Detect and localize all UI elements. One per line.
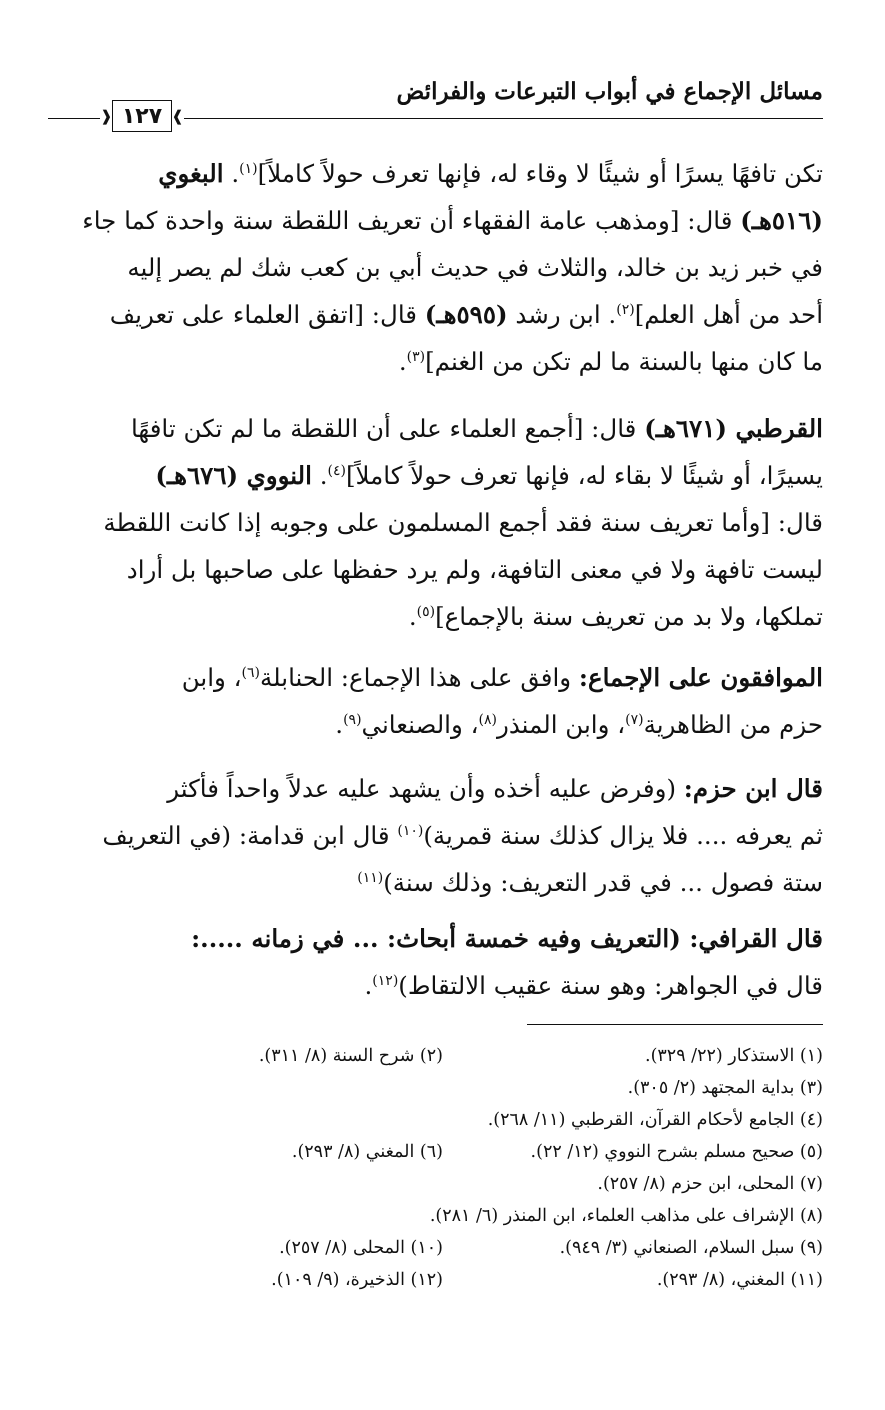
page-number: ١٢٧: [121, 103, 163, 129]
text-run: ما كان منها بالسنة ما لم تكن من الغنم]: [425, 347, 823, 376]
footnote: (٢) شرح السنة (٨/ ٣١١).: [258, 1046, 443, 1066]
scholar-name: البغوي: [158, 159, 224, 188]
text-run: قال ابن قدامة: (في التعريف: [102, 821, 398, 850]
scholar-name: النووي (٦٧٦هـ): [155, 461, 312, 490]
text-line: [48, 291, 823, 338]
footnote: (٨) الإشراف على مذاهب العلماء، ابن المنذر (٦/ ٢٨١).: [429, 1206, 823, 1226]
text-line: [48, 499, 823, 546]
text-line: [48, 812, 823, 859]
footnote: (١١) المغني، (٨/ ٢٩٣).: [656, 1270, 823, 1290]
footnote-ref: (٣): [406, 348, 426, 365]
text-run: ستة فصول ... في قدر التعريف: وذلك سنة): [383, 868, 823, 897]
text-line: [48, 654, 823, 701]
text-line: [48, 701, 823, 748]
paragraph-ibn-hazm: [48, 765, 823, 906]
footnote: (١) الاستذكار (٢٢/ ٣٢٩).: [645, 1046, 823, 1066]
footnote-row: [48, 1168, 823, 1200]
paragraph-agreeing-scholars: [48, 654, 823, 748]
text-line: [48, 338, 823, 385]
text-run: ، والصنعاني: [361, 710, 479, 739]
text-run: .: [335, 710, 344, 739]
footnote-ref: (٧): [625, 711, 644, 728]
footnote: [48, 1072, 443, 1104]
footnote-separator: [527, 1024, 823, 1025]
footnote-ref: (٩): [343, 711, 362, 728]
text-line: [48, 546, 823, 593]
text-line: [48, 962, 823, 1009]
text-line: [48, 915, 823, 962]
text-line: [48, 452, 823, 499]
footnote-row: [48, 1200, 823, 1232]
footnote-ref: (٦): [241, 664, 260, 681]
page-number-frame: [100, 98, 184, 134]
text-run: ، وابن المنذر: [496, 710, 626, 739]
text-run: حزم من الظاهرية: [643, 710, 823, 739]
text-line: [48, 244, 823, 291]
footnote: [48, 1168, 443, 1200]
footnote-row: [48, 1072, 823, 1104]
left-ornament-icon: ❰: [100, 107, 113, 125]
paragraph-qarafi: [48, 915, 823, 1009]
text-run: . ابن رشد: [507, 300, 617, 329]
footnote-ref: (٢): [616, 301, 635, 318]
text-run: قال في الجواهر: وهو سنة عقيب الالتقاط): [398, 971, 823, 1000]
right-ornament-icon: ❱: [171, 107, 184, 125]
section-label: قال القرافي: (التعريف وفيه خمسة أبحاث: ... في زمانه .....:: [191, 924, 823, 953]
footnote: [48, 1200, 443, 1232]
text-run: .: [364, 971, 373, 1000]
text-run: .: [311, 461, 328, 490]
text-run: .: [223, 159, 240, 188]
text-line: [48, 765, 823, 812]
footnotes: [48, 1040, 823, 1296]
footnote-ref: (٥): [416, 603, 436, 620]
paragraph-baghawi-ibn-rushd: [48, 150, 823, 385]
text-run: ، وابن: [181, 663, 242, 692]
footnote-ref: (١٠): [397, 822, 424, 839]
footnote-row: [48, 1136, 823, 1168]
text-run: في خبر زيد بن خالد، والثلاث في حديث أبي بن كعب شك لم يصر إليه: [127, 253, 823, 282]
footnote: (٥) صحيح مسلم بشرح النووي (١٢/ ٢٢).: [530, 1142, 823, 1162]
scholar-name: القرطبي (٦٧١هـ): [644, 414, 823, 443]
footnote: [48, 1104, 443, 1136]
text-line: [48, 859, 823, 906]
footnote-ref: (٤): [327, 462, 346, 479]
text-line: [48, 197, 823, 244]
paragraph-qurtubi-nawawi: [48, 405, 823, 640]
text-run: يسيرًا، أو شيئًا لا بقاء له، فإنها تعرف حولاً كاملاً]: [346, 461, 823, 490]
scholar-date: (٥٩٥هـ): [424, 300, 508, 329]
footnote-ref: (١١): [357, 869, 384, 886]
footnote: (٩) سبل السلام، الصنعاني (٣/ ٩٤٩).: [559, 1238, 823, 1258]
text-run: تكن تافهًا يسرًا أو شيئًا لا وقاء له، فإنها تعرف حولاً كاملاً]: [257, 159, 823, 188]
footnote: (٦) المغني (٨/ ٢٩٣).: [291, 1142, 443, 1162]
footnote-row: [48, 1040, 823, 1072]
footnote: (١٢) الذخيرة، (٩/ ١٠٩).: [271, 1270, 443, 1290]
footnote: (٣) بداية المجتهد (٢/ ٣٠٥).: [627, 1078, 823, 1098]
text-run: قال: [وأما تعريف سنة فقد أجمع المسلمون على وجوبه إذا كانت اللقطة: [103, 508, 823, 537]
footnote: (٤) الجامع لأحكام القرآن، القرطبي (١١/ ٢٦٨).: [487, 1110, 823, 1130]
footnote-row: [48, 1232, 823, 1264]
text-line: [48, 150, 823, 197]
text-run: قال: [ومذهب عامة الفقهاء أن تعريف اللقطة سنة واحدة كما جاء: [82, 206, 741, 235]
text-run: أحد من أهل العلم]: [634, 300, 823, 329]
section-label: الموافقون على الإجماع:: [578, 663, 823, 692]
scholar-date: (٥١٦هـ): [740, 206, 823, 235]
text-line: [48, 593, 823, 640]
footnote-ref: (١): [239, 160, 258, 177]
text-run: تملكها، ولا بد من تعريف سنة بالإجماع]: [435, 602, 823, 631]
text-line: [48, 405, 823, 452]
text-run: (وفرض عليه أخذه وأن يشهد عليه عدلاً واحداً فأكثر: [167, 774, 684, 803]
text-run: ليست تافهة ولا في معنى التافهة، ولم يرد حفظها على صاحبها بل أراد: [126, 555, 823, 584]
text-run: قال: [أجمع العلماء على أن اللقطة ما لم تكن تافهًا: [130, 414, 645, 443]
text-run: وافق على هذا الإجماع: الحنابلة: [260, 663, 579, 692]
footnote-ref: (١٢): [372, 972, 399, 989]
footnote: (١٠) المحلى (٨/ ٢٥٧).: [279, 1238, 443, 1258]
text-run: ثم يعرفه .... فلا يزال كذلك سنة قمرية): [423, 821, 823, 850]
text-run: .: [408, 602, 417, 631]
text-run: قال: [اتفق العلماء على تعريف: [109, 300, 425, 329]
footnote: (٧) المحلى، ابن حزم (٨/ ٢٥٧).: [597, 1174, 823, 1194]
footnote-row: [48, 1264, 823, 1296]
footnote-row: [48, 1104, 823, 1136]
section-label: قال ابن حزم:: [683, 774, 823, 803]
footnote-ref: (٨): [478, 711, 497, 728]
running-title: مسائل الإجماع في أبواب التبرعات والفرائض: [396, 78, 823, 105]
text-run: .: [398, 347, 407, 376]
